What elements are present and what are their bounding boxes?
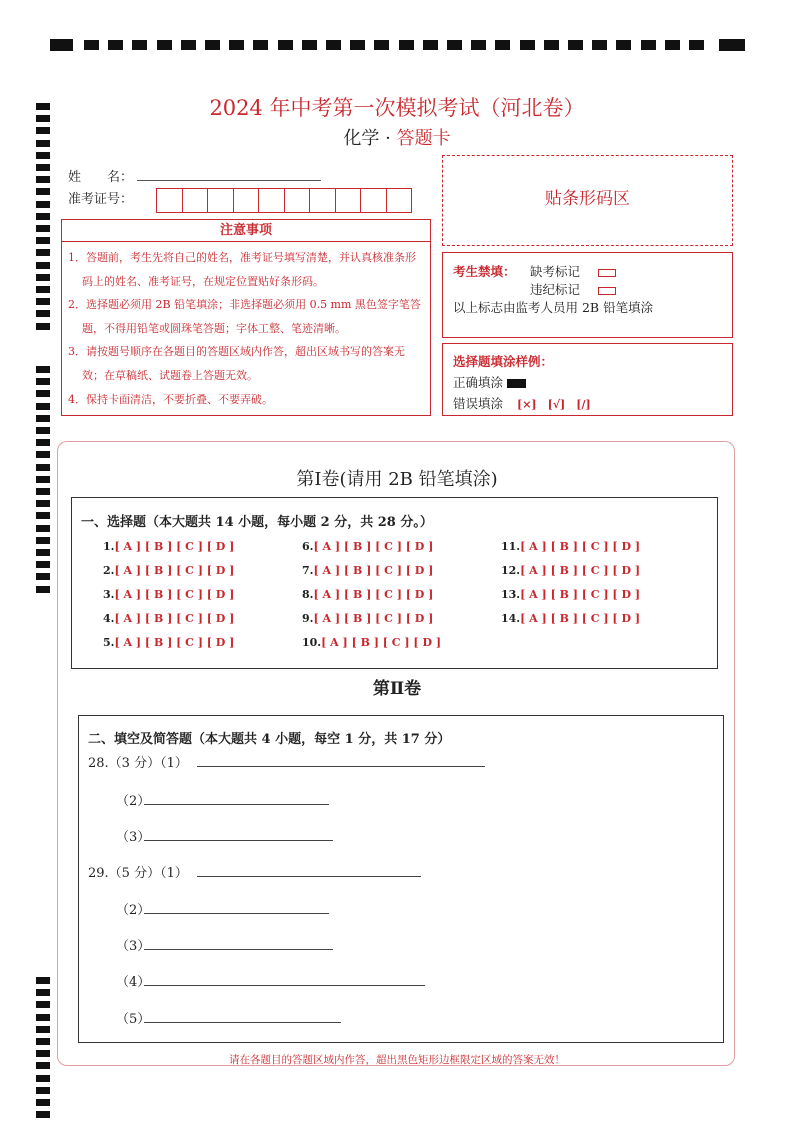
timing-mark	[36, 152, 50, 159]
notice-heading: 注意事项	[62, 220, 430, 242]
timing-mark	[36, 188, 50, 195]
mc-question[interactable]	[103, 636, 234, 649]
timing-mark	[568, 40, 583, 50]
timing-mark	[84, 40, 99, 50]
timing-mark	[36, 274, 50, 281]
card-label: 答题卡	[396, 128, 451, 149]
timing-mark	[36, 549, 50, 556]
q29-4-label: （4）	[116, 975, 151, 990]
barcode-area: 贴条形码区	[442, 155, 733, 246]
mc-question-number: 3.	[103, 588, 115, 601]
timing-mark	[689, 40, 704, 50]
correct-label: 正确填涂	[453, 375, 504, 390]
timing-mark	[36, 451, 50, 458]
examiner-only-box	[442, 252, 733, 338]
q28-2-label: （2）	[116, 794, 151, 809]
timing-mark	[181, 40, 196, 50]
absent-mark-row	[530, 262, 616, 280]
timing-mark	[157, 40, 172, 50]
wrong-sample-row	[453, 394, 591, 412]
timing-mark	[36, 1026, 50, 1033]
mc-question-number: 12.	[501, 564, 521, 577]
q28-3-answer-line[interactable]	[144, 840, 333, 841]
mc-question-number: 11.	[501, 540, 521, 553]
id-digit-box[interactable]	[233, 188, 260, 213]
mc-question-number: 13.	[501, 588, 521, 601]
mc-question-number: 10.	[302, 636, 322, 649]
part1-title: 第Ⅰ卷(请用 2B 铅笔填涂)	[296, 469, 498, 490]
timing-mark	[36, 164, 50, 171]
forbid-note: 以上标志由监考人员用 2B 铅笔填涂	[453, 300, 654, 315]
timing-mark	[36, 1038, 50, 1045]
timing-mark	[36, 439, 50, 446]
timing-mark	[36, 366, 50, 373]
timing-mark	[495, 40, 510, 50]
mc-question-number: 6.	[302, 540, 314, 553]
timing-mark	[36, 286, 50, 293]
timing-mark	[36, 1111, 50, 1118]
violation-label: 违纪标记	[530, 282, 581, 297]
mc-options[interactable]: [ A ] [ B ] [ C ] [ D ]	[520, 612, 641, 625]
timing-mark	[399, 40, 414, 50]
mc-options[interactable]: [ A ] [ B ] [ C ] [ D ]	[114, 636, 235, 649]
q29-5-answer-line[interactable]	[144, 1022, 341, 1023]
timing-mark	[36, 1075, 50, 1082]
timing-mark	[520, 40, 535, 50]
mc-options[interactable]: [ A ] [ B ] [ C ] [ D ]	[114, 588, 235, 601]
timing-mark	[36, 176, 50, 183]
sample-title: 选择题填涂样例：	[453, 354, 554, 369]
timing-mark	[36, 989, 50, 996]
mc-options[interactable]: [ A ] [ B ] [ C ] [ D ]	[520, 564, 641, 577]
mc-options[interactable]: [ A ] [ B ] [ C ] [ D ]	[313, 564, 434, 577]
timing-mark	[350, 40, 365, 50]
timing-mark	[326, 40, 341, 50]
id-digit-box[interactable]	[360, 188, 387, 213]
q29-label: 29.（5 分）（1）	[88, 866, 188, 881]
timing-mark	[36, 323, 50, 330]
violation-mark-row	[530, 280, 616, 298]
footer-warning: 请在各题目的答题区域内作答，超出黑色矩形边框限定区域的答案无效！	[229, 1054, 565, 1066]
exam-title: 2024 年中考第一次模拟考试（河北卷）	[209, 96, 585, 120]
mc-question[interactable]	[501, 612, 640, 625]
mc-options[interactable]: [ A ] [ B ] [ C ] [ D ]	[313, 612, 434, 625]
q28-1-answer-line[interactable]	[197, 766, 485, 767]
timing-mark	[36, 561, 50, 568]
mc-question-number: 8.	[302, 588, 314, 601]
mc-question-number: 9.	[302, 612, 314, 625]
timing-mark	[447, 40, 462, 50]
timing-mark	[36, 512, 50, 519]
id-digit-box[interactable]	[207, 188, 234, 213]
separator: ·	[385, 128, 391, 149]
timing-mark	[36, 403, 50, 410]
notice-item: 1．答题前，考生先将自己的姓名，准考证号填写清楚，并认真核准条形码上的姓名、准考证号，在规定位置贴好条形码。	[68, 251, 416, 288]
id-number-boxes[interactable]	[156, 188, 411, 213]
mc-question[interactable]	[103, 588, 234, 601]
mc-options[interactable]: [ A ] [ B ] [ C ] [ D ]	[520, 588, 641, 601]
wrong-fill-marks: [×] [√] [/]	[517, 398, 591, 411]
forbid-label: 考生禁填：	[453, 264, 516, 279]
mc-options[interactable]: [ A ] [ B ] [ C ] [ D ]	[114, 564, 235, 577]
fill-sample-box	[442, 343, 733, 416]
timing-mark	[36, 573, 50, 580]
mc-question[interactable]	[302, 564, 433, 577]
timing-mark	[36, 201, 50, 208]
q28-3-label: （3）	[116, 830, 151, 845]
id-digit-box[interactable]	[309, 188, 336, 213]
timing-mark	[719, 39, 745, 51]
part2-title: 第Ⅱ卷	[372, 679, 422, 699]
correct-fill-mark	[507, 379, 526, 388]
q28-label: 28.（3 分）（1）	[88, 756, 188, 771]
mc-question-number: 14.	[501, 612, 521, 625]
q29-4-answer-line[interactable]	[144, 985, 425, 986]
mc-options[interactable]: [ A ] [ B ] [ C ] [ D ]	[114, 612, 235, 625]
mc-question-number: 2.	[103, 564, 115, 577]
timing-mark	[36, 390, 50, 397]
timing-mark	[616, 40, 631, 50]
fill-section-title: 二、填空及简答题（本大题共 4 小题，每空 1 分，共 17 分）	[88, 732, 451, 747]
timing-mark	[36, 427, 50, 434]
name-label: 姓 名：	[68, 170, 134, 185]
timing-mark	[302, 40, 317, 50]
mc-options[interactable]: [ A ] [ B ] [ C ] [ D ]	[313, 540, 434, 553]
id-digit-box[interactable]	[386, 188, 413, 213]
notice-box	[61, 219, 431, 416]
q29-3-label: （3）	[116, 939, 151, 954]
q29-2-answer-line[interactable]	[144, 913, 329, 914]
notice-body	[62, 242, 430, 411]
id-digit-box[interactable]	[335, 188, 362, 213]
mc-question[interactable]	[302, 540, 433, 553]
wrong-label: 错误填涂	[453, 396, 504, 411]
timing-mark	[36, 225, 50, 232]
mc-options[interactable]: [ A ] [ B ] [ C ] [ D ]	[520, 540, 641, 553]
timing-mark	[36, 525, 50, 532]
notice-item: 3．请按题号顺序在各题目的答题区域内作答，超出区域书写的答案无效；在草稿纸、试题卷上答题无效。	[68, 345, 405, 382]
mc-question[interactable]	[501, 564, 640, 577]
timing-mark	[36, 1001, 50, 1008]
exam-subtitle	[0, 124, 794, 150]
mc-section-title: 一、选择题（本大题共 14 小题，每小题 2 分，共 28 分。）	[81, 515, 433, 530]
name-field[interactable]	[137, 180, 321, 181]
mc-question[interactable]	[302, 636, 441, 649]
timing-mark	[50, 39, 73, 51]
fill-in-section	[78, 715, 724, 1043]
multiple-choice-section	[71, 497, 718, 669]
q29-5-label: （5）	[116, 1012, 151, 1027]
timing-mark	[592, 40, 607, 50]
notice-item: 2．选择题必须用 2B 铅笔填涂；非选择题必须用 0.5 mm 黑色签字笔答题，不得用铅笔或圆珠笔答题；字体工整、笔迹清晰。	[68, 298, 421, 335]
timing-mark	[471, 40, 486, 50]
absent-mark-box[interactable]	[598, 269, 616, 277]
mc-options[interactable]: [ A ] [ B ] [ C ] [ D ]	[321, 636, 442, 649]
timing-mark	[36, 537, 50, 544]
timing-mark	[205, 40, 220, 50]
timing-mark	[665, 40, 680, 50]
timing-mark	[374, 40, 389, 50]
timing-mark	[36, 500, 50, 507]
id-digit-box[interactable]	[258, 188, 285, 213]
timing-mark	[36, 1099, 50, 1106]
timing-mark	[36, 213, 50, 220]
mc-options[interactable]: [ A ] [ B ] [ C ] [ D ]	[114, 540, 235, 553]
timing-mark	[36, 977, 50, 984]
timing-mark	[641, 40, 656, 50]
timing-mark	[132, 40, 147, 50]
mc-question[interactable]	[302, 588, 433, 601]
mc-question[interactable]	[103, 564, 234, 577]
mc-question[interactable]	[501, 540, 640, 553]
q29-2-label: （2）	[116, 903, 151, 918]
mc-question-number: 5.	[103, 636, 115, 649]
q29-3-answer-line[interactable]	[144, 949, 333, 950]
mc-question[interactable]	[103, 540, 234, 553]
timing-mark	[229, 40, 244, 50]
timing-mark	[36, 1087, 50, 1094]
timing-mark	[423, 40, 438, 50]
mc-options[interactable]: [ A ] [ B ] [ C ] [ D ]	[313, 588, 434, 601]
timing-mark	[278, 40, 293, 50]
mc-question[interactable]	[302, 612, 433, 625]
timing-mark	[36, 310, 50, 317]
timing-mark	[544, 40, 559, 50]
id-digit-box[interactable]	[284, 188, 311, 213]
mc-question-number: 7.	[302, 564, 314, 577]
id-digit-box[interactable]	[156, 188, 183, 213]
mc-question[interactable]	[103, 612, 234, 625]
id-digit-box[interactable]	[182, 188, 209, 213]
timing-mark	[108, 40, 123, 50]
q29-1-answer-line[interactable]	[197, 876, 421, 877]
timing-mark	[36, 586, 50, 593]
timing-mark	[253, 40, 268, 50]
notice-item: 4．保持卡面清洁，不要折叠、不要弄破。	[68, 392, 273, 406]
timing-mark	[36, 249, 50, 256]
timing-mark	[36, 237, 50, 244]
timing-mark	[36, 262, 50, 269]
correct-sample-row	[453, 373, 526, 391]
mc-question[interactable]	[501, 588, 640, 601]
mc-question-number: 4.	[103, 612, 115, 625]
subject: 化学	[343, 128, 380, 149]
timing-mark	[36, 415, 50, 422]
absent-label: 缺考标记	[530, 264, 581, 279]
violation-mark-box[interactable]	[598, 287, 616, 295]
timing-mark	[36, 1014, 50, 1021]
id-label: 准考证号：	[68, 192, 134, 207]
timing-mark	[36, 298, 50, 305]
timing-mark	[36, 378, 50, 385]
mc-question-number: 1.	[103, 540, 115, 553]
q28-2-answer-line[interactable]	[144, 804, 329, 805]
